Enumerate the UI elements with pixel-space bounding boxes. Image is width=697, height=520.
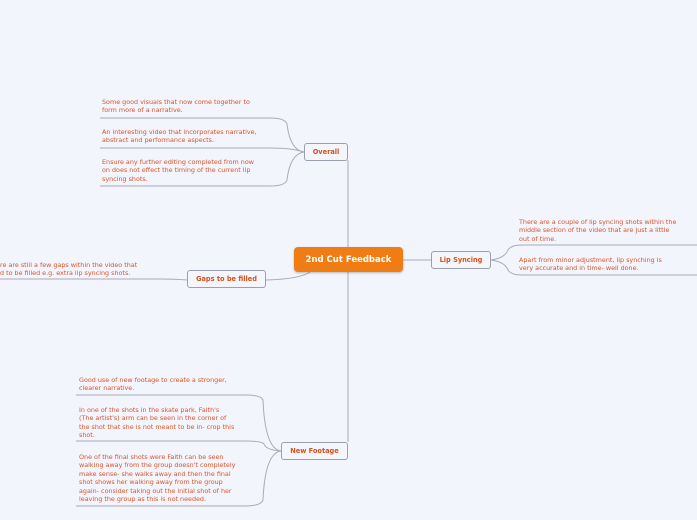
overall-leaf-1[interactable]: Some good visuals that now come together to form more of a narrative. [102,98,250,115]
overall-leaf-2[interactable]: An interesting video that incorporates narrative, abstract and performance aspects. [102,128,257,145]
connector-gaps-leaf-1 [0,279,187,280]
connector-new-footage-leaf-2 [76,441,281,451]
gaps-leaf-1[interactable]: re are still a few gaps within the video that d to be filled e.g. extra lip syncing shots. [0,261,138,278]
new-footage-leaf-3[interactable]: One of the final shots were Faith can be seen walking away from the group doesn't completely make sense- she walks away and then the final shot shows her walking away from the group again- consider taking out the initial shot of her leaving the group as this is not needed. [79,453,236,504]
new-footage-leaf-2[interactable]: In one of the shots in the skate park, Faith's (The artist's) arm can be seen in the corner of the shot that she is not meant to be in- crop this shot. [79,406,235,440]
branch-overall[interactable]: Overall [304,143,348,161]
new-footage-leaf-1[interactable]: Good use of new footage to create a stronger, clearer narrative. [79,376,227,393]
branch-lip-syncing[interactable]: Lip Syncing [431,251,491,269]
central-topic[interactable]: 2nd Cut Feedback [294,247,403,272]
branch-new-footage[interactable]: New Footage [281,442,348,460]
lip-syncing-leaf-2[interactable]: Apart from minor adjustment, lip synching is very accurate and in time- well done. [519,256,662,273]
connector-central-gaps [266,272,310,280]
connector-overall-leaf-2 [100,148,304,152]
overall-leaf-3[interactable]: Ensure any further editing completed from now on does not effect the timing of the current lip syncing shots. [102,158,254,183]
lip-syncing-leaf-1[interactable]: There are a couple of lip syncing shots within the middle section of the video that are just a little out of time. [519,218,677,243]
branch-gaps-to-be-filled[interactable]: Gaps to be filled [187,270,266,288]
